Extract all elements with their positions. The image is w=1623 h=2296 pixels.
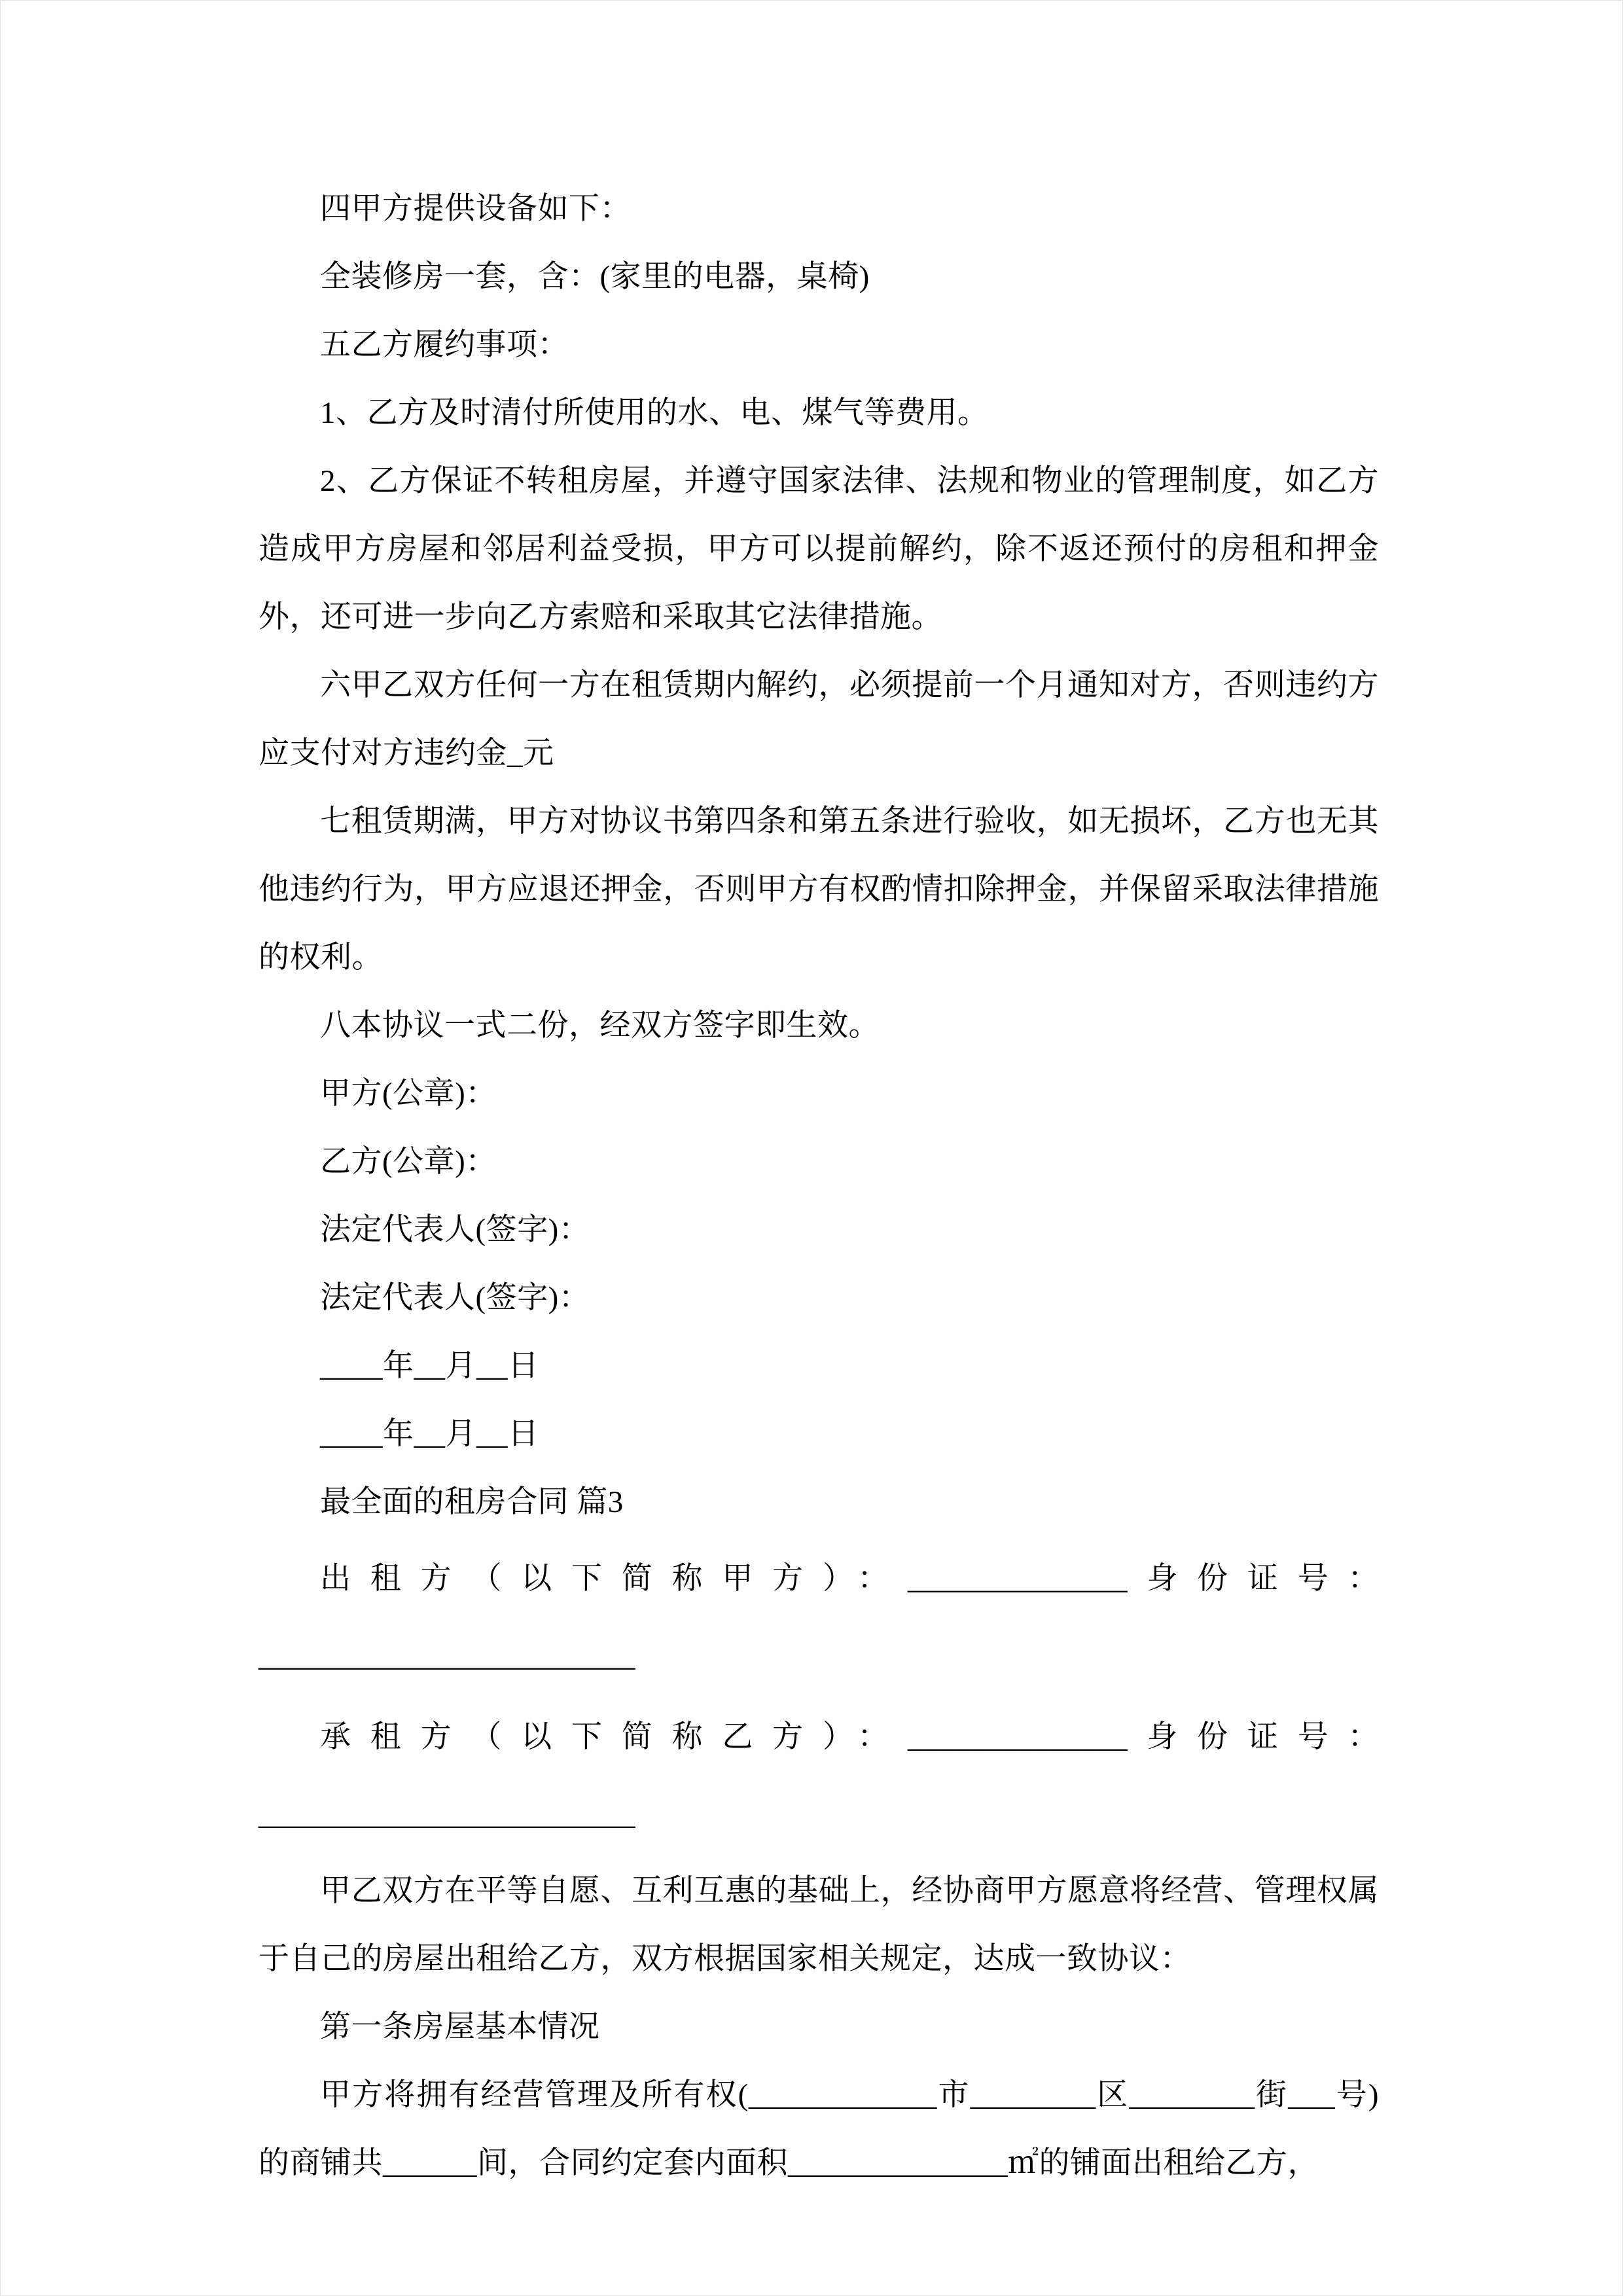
para-obligation-1: 1、乙方及时清付所使用的水、电、煤气等费用。 bbox=[320, 396, 989, 430]
para-lessee-info: 承租方（以下简称乙方）：______________身份证号：________________________ bbox=[259, 1720, 1379, 1831]
para-legal-rep-signature-b: 法定代表人(签字)： bbox=[320, 1281, 590, 1315]
para-house-details: 甲方将拥有经营管理及所有权(____________市________区________街___号)的商铺共______间，合同约定套内面积______________㎡的铺面出租给乙方， bbox=[259, 2078, 1379, 2180]
para-equipment-provided: 四甲方提供设备如下： bbox=[320, 192, 631, 226]
para-party-b-seal: 乙方(公章)： bbox=[320, 1145, 497, 1179]
para-article-1-heading: 第一条房屋基本情况 bbox=[320, 2010, 600, 2044]
para-lease-expiry-inspection: 七租赁期满，甲方对协议书第四条和第五条进行验收，如无损坏，乙方也无其他违约行为，甲方应退还押金，否则甲方有权酌情扣除押金，并保留采取法律措施的权利。 bbox=[259, 804, 1379, 975]
para-obligation-2: 2、乙方保证不转租房屋，并遵守国家法律、法规和物业的管理制度，如乙方造成甲方房屋和邻居利益受损，甲方可以提前解约，除不返还预付的房租和押金外，还可进一步向乙方索赔和采取其它法律措施。 bbox=[259, 464, 1379, 634]
para-agreement-basis: 甲乙双方在平等自愿、互利互惠的基础上，经协商甲方愿意将经营、管理权属于自己的房屋出租给乙方，双方根据国家相关规定，达成一致协议： bbox=[259, 1874, 1379, 1976]
para-date-blank-b: ____年__月__日 bbox=[320, 1417, 539, 1451]
para-copies-effective: 八本协议一式二份，经双方签字即生效。 bbox=[320, 1009, 880, 1043]
para-party-a-seal: 甲方(公章)： bbox=[320, 1077, 497, 1111]
para-termination-notice: 六甲乙双方任何一方在租赁期内解约，必须提前一个月通知对方，否则违约方应支付对方违约金_元 bbox=[259, 668, 1379, 770]
section-heading: 最全面的租房合同 篇3 bbox=[320, 1485, 624, 1519]
para-equipment-detail: 全装修房一套，含：(家里的电器，桌椅) bbox=[320, 260, 870, 294]
para-lessor-info: 出租方（以下简称甲方）：______________身份证号：________________________ bbox=[259, 1562, 1379, 1673]
para-legal-rep-signature-a: 法定代表人(签字)： bbox=[320, 1213, 590, 1247]
para-date-blank-a: ____年__月__日 bbox=[320, 1349, 539, 1383]
para-party-b-obligations: 五乙方履约事项： bbox=[320, 328, 569, 362]
